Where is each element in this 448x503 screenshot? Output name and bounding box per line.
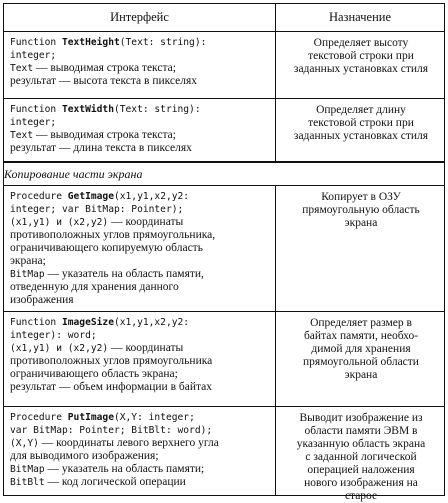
code-comment: противоположных углов прямоугольника,	[10, 229, 216, 241]
purpose-line: заданных установках стиля	[293, 63, 429, 75]
purpose-line: Определяет длину	[316, 104, 406, 116]
code-fragment: (x1,y1) и (x2,y2)	[10, 217, 109, 228]
code-comment: — координаты	[108, 342, 184, 354]
section-heading: Копирование части экрана	[4, 161, 444, 185]
code-comment: отведенную для хранения данного	[10, 281, 179, 293]
purpose-line: экрана	[344, 217, 378, 229]
header-interface: Интерфейс	[4, 4, 276, 31]
purpose-line: прямоугольную область	[302, 204, 420, 216]
signature: (x1,y1,x2,y2:	[113, 317, 190, 328]
code-fragment: (x1,y1) и (x2,y2)	[10, 343, 109, 354]
code-comment: результат — высота текста в пикселях	[10, 75, 198, 87]
code-comment: результат — объем информации в байтах	[10, 381, 213, 393]
purpose-cell	[276, 407, 444, 502]
keyword: Function	[10, 104, 62, 115]
routine-name: ImageSize	[61, 317, 114, 328]
purpose-line: текстовой строки при	[308, 50, 414, 62]
code-line	[10, 463, 272, 476]
code-line	[10, 203, 272, 216]
code-line	[10, 424, 272, 437]
purpose-line: Определяет высоту	[313, 37, 409, 49]
table-row	[4, 32, 444, 98]
interface-cell	[4, 407, 276, 495]
interface-cell	[4, 99, 276, 161]
purpose-line: операцией наложения	[307, 464, 415, 476]
code-fragment: integer; var BitMap: Pointer);	[10, 204, 184, 215]
routine-name: PutImage	[67, 412, 114, 423]
code-comment: ограничивающего копируемую область	[10, 242, 203, 254]
code-comment: — координаты	[108, 216, 184, 228]
code-comment: — выводимая строка текста;	[33, 62, 176, 74]
purpose-line: старое	[344, 490, 378, 502]
purpose-cell	[276, 32, 444, 98]
code-fragment: var BitMap: Pointer; BitBlt: word);	[10, 425, 213, 436]
code-line	[10, 36, 272, 49]
purpose-line: байтах памяти, необхо-	[303, 330, 419, 342]
purpose-line: экрана	[344, 369, 378, 381]
code-line	[10, 316, 272, 329]
code-comment: ограничивающего область экрана;	[10, 368, 178, 380]
code-line	[10, 368, 272, 381]
purpose-cell	[276, 99, 444, 161]
purpose-line: прямоугольной области	[303, 356, 419, 368]
code-line	[10, 450, 272, 463]
code-line	[10, 103, 272, 116]
code-line	[10, 294, 272, 307]
routine-name: TextWidth	[61, 104, 114, 115]
code-comment: результат — длина текста в пикселях	[10, 142, 192, 154]
purpose-line: Выводит изображение из	[299, 412, 423, 424]
interface-cell	[4, 312, 276, 406]
code-line	[10, 242, 272, 255]
code-line	[10, 411, 272, 424]
signature: (x1,y1,x2,y2:	[113, 191, 190, 202]
code-comment: — выводимая строка текста;	[33, 129, 176, 141]
code-fragment: integer): word;	[10, 330, 97, 341]
code-fragment: BitMap	[10, 464, 45, 475]
code-line	[10, 75, 272, 88]
code-fragment: integer;	[10, 50, 57, 61]
table-row	[4, 185, 444, 311]
code-line	[10, 129, 272, 142]
code-line	[10, 281, 272, 294]
code-line	[10, 229, 272, 242]
code-comment: изображения	[10, 294, 74, 306]
code-line	[10, 255, 272, 268]
purpose-line: области памяти ЭВМ в	[304, 425, 418, 437]
purpose-line: нового изображения на	[304, 477, 418, 489]
code-fragment: (X,Y)	[10, 438, 39, 449]
code-fragment: BitBlt	[10, 477, 45, 488]
keyword: Function	[10, 37, 62, 48]
code-line	[10, 342, 272, 355]
purpose-line: текстовой строки при	[308, 117, 414, 129]
code-comment: экрана;	[10, 255, 46, 267]
code-line	[10, 476, 272, 489]
code-line	[10, 62, 272, 75]
code-comment: для выводимого изображения;	[10, 450, 159, 462]
interface-table	[3, 3, 445, 502]
code-line	[10, 216, 272, 229]
code-comment: — указатель на область памяти;	[44, 463, 205, 475]
code-line	[10, 116, 272, 129]
code-line	[10, 142, 272, 155]
keyword: Function	[10, 317, 62, 328]
signature: (X,Y: integer;	[113, 412, 195, 423]
code-comment: — указатель на область памяти,	[44, 268, 204, 280]
code-line	[10, 49, 272, 62]
table-row	[4, 406, 444, 502]
purpose-line: Копирует в ОЗУ	[321, 191, 401, 203]
purpose-cell	[276, 312, 444, 406]
interface-cell	[4, 32, 276, 98]
code-line	[10, 190, 272, 203]
code-fragment: Text	[10, 130, 34, 141]
code-fragment: integer;	[10, 117, 57, 128]
purpose-line: заданных установках стиля	[293, 130, 429, 142]
header-purpose: Назначение	[328, 10, 391, 24]
code-comment: — код логической операции	[44, 476, 186, 488]
routine-name: GetImage	[67, 191, 114, 202]
code-fragment: BitMap	[10, 269, 45, 280]
keyword: Procedure	[10, 412, 68, 423]
code-fragment: Text	[10, 63, 34, 74]
code-comment: — координаты левого верхнего угла	[38, 437, 219, 449]
code-comment: противоположных углов прямоугольника	[10, 355, 213, 367]
code-line	[10, 381, 272, 394]
keyword: Procedure	[10, 191, 68, 202]
purpose-line: с заданной логической	[305, 451, 417, 463]
purpose-line: Определяет размер в	[310, 317, 412, 329]
routine-name: TextHeight	[61, 37, 120, 48]
interface-cell	[4, 186, 276, 311]
table-row	[4, 98, 444, 161]
table-header-row	[4, 4, 444, 32]
code-line	[10, 437, 272, 450]
purpose-line: указанную область экрана	[296, 438, 426, 450]
signature: (Text: string):	[113, 104, 201, 115]
code-line	[10, 355, 272, 368]
purpose-line: димой для хранения	[311, 343, 411, 355]
code-line	[10, 268, 272, 281]
code-line	[10, 329, 272, 342]
table-row	[4, 311, 444, 406]
signature: (Text: string):	[119, 37, 207, 48]
purpose-cell	[276, 186, 444, 311]
